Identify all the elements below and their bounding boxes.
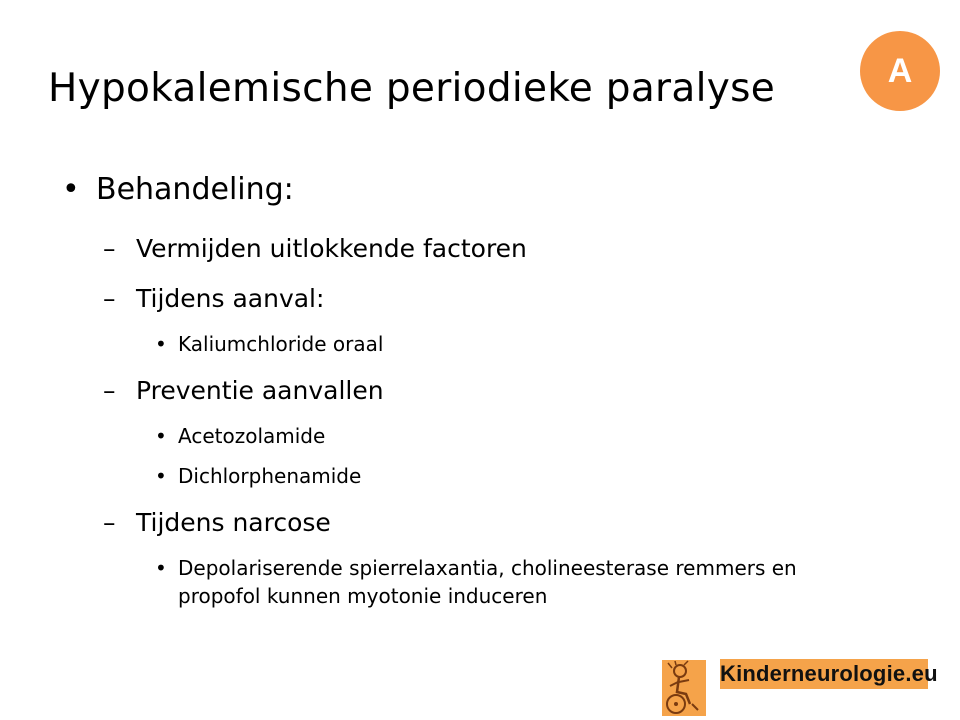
bullet-marker: • — [155, 424, 167, 448]
subbullet-text: Vermijden uitlokkende factoren — [136, 234, 527, 263]
subbullet-vermijden — [103, 234, 527, 263]
dash-marker: – — [103, 284, 116, 313]
bullet-marker: • — [155, 464, 167, 488]
level-badge: A — [860, 31, 940, 111]
subsubbullet-text: Kaliumchloride oraal — [178, 332, 384, 356]
subsubbullet-dichlorphenamide — [155, 464, 361, 488]
slide-title: Hypokalemische periodieke paralyse — [48, 66, 776, 111]
dash-marker: – — [103, 508, 116, 537]
subsubbullet-text: Acetozolamide — [178, 424, 326, 448]
subbullet-text: Tijdens aanval: — [136, 284, 325, 313]
subsubbullet-depolariserende — [155, 554, 878, 610]
subsubbullet-kaliumchloride — [155, 332, 383, 356]
subsubbullet-text: Dichlorphenamide — [178, 464, 362, 488]
dash-marker: – — [103, 234, 116, 263]
subbullet-tijdens-aanval — [103, 284, 324, 313]
subbullet-tijdens-narcose — [103, 508, 331, 537]
kinderneurologie-logo-icon — [662, 660, 706, 716]
kinderneurologie-logo-text: Kinderneurologie.eu — [720, 659, 928, 689]
subbullet-text: Tijdens narcose — [136, 508, 331, 537]
bullet-marker: • — [62, 172, 80, 207]
bullet-marker: • — [155, 556, 167, 580]
bullet-behandeling — [62, 172, 294, 207]
subsubbullet-acetozolamide — [155, 424, 325, 448]
subsubbullet-text: Depolariserende spierrelaxantia, cholineesterase remmers en propofol kunnen myotonie induceren — [178, 556, 797, 608]
bullet-text: Behandeling: — [96, 172, 294, 207]
subbullet-text: Preventie aanvallen — [136, 376, 384, 405]
subbullet-preventie — [103, 376, 384, 405]
bullet-marker: • — [155, 332, 167, 356]
dash-marker: – — [103, 376, 116, 405]
